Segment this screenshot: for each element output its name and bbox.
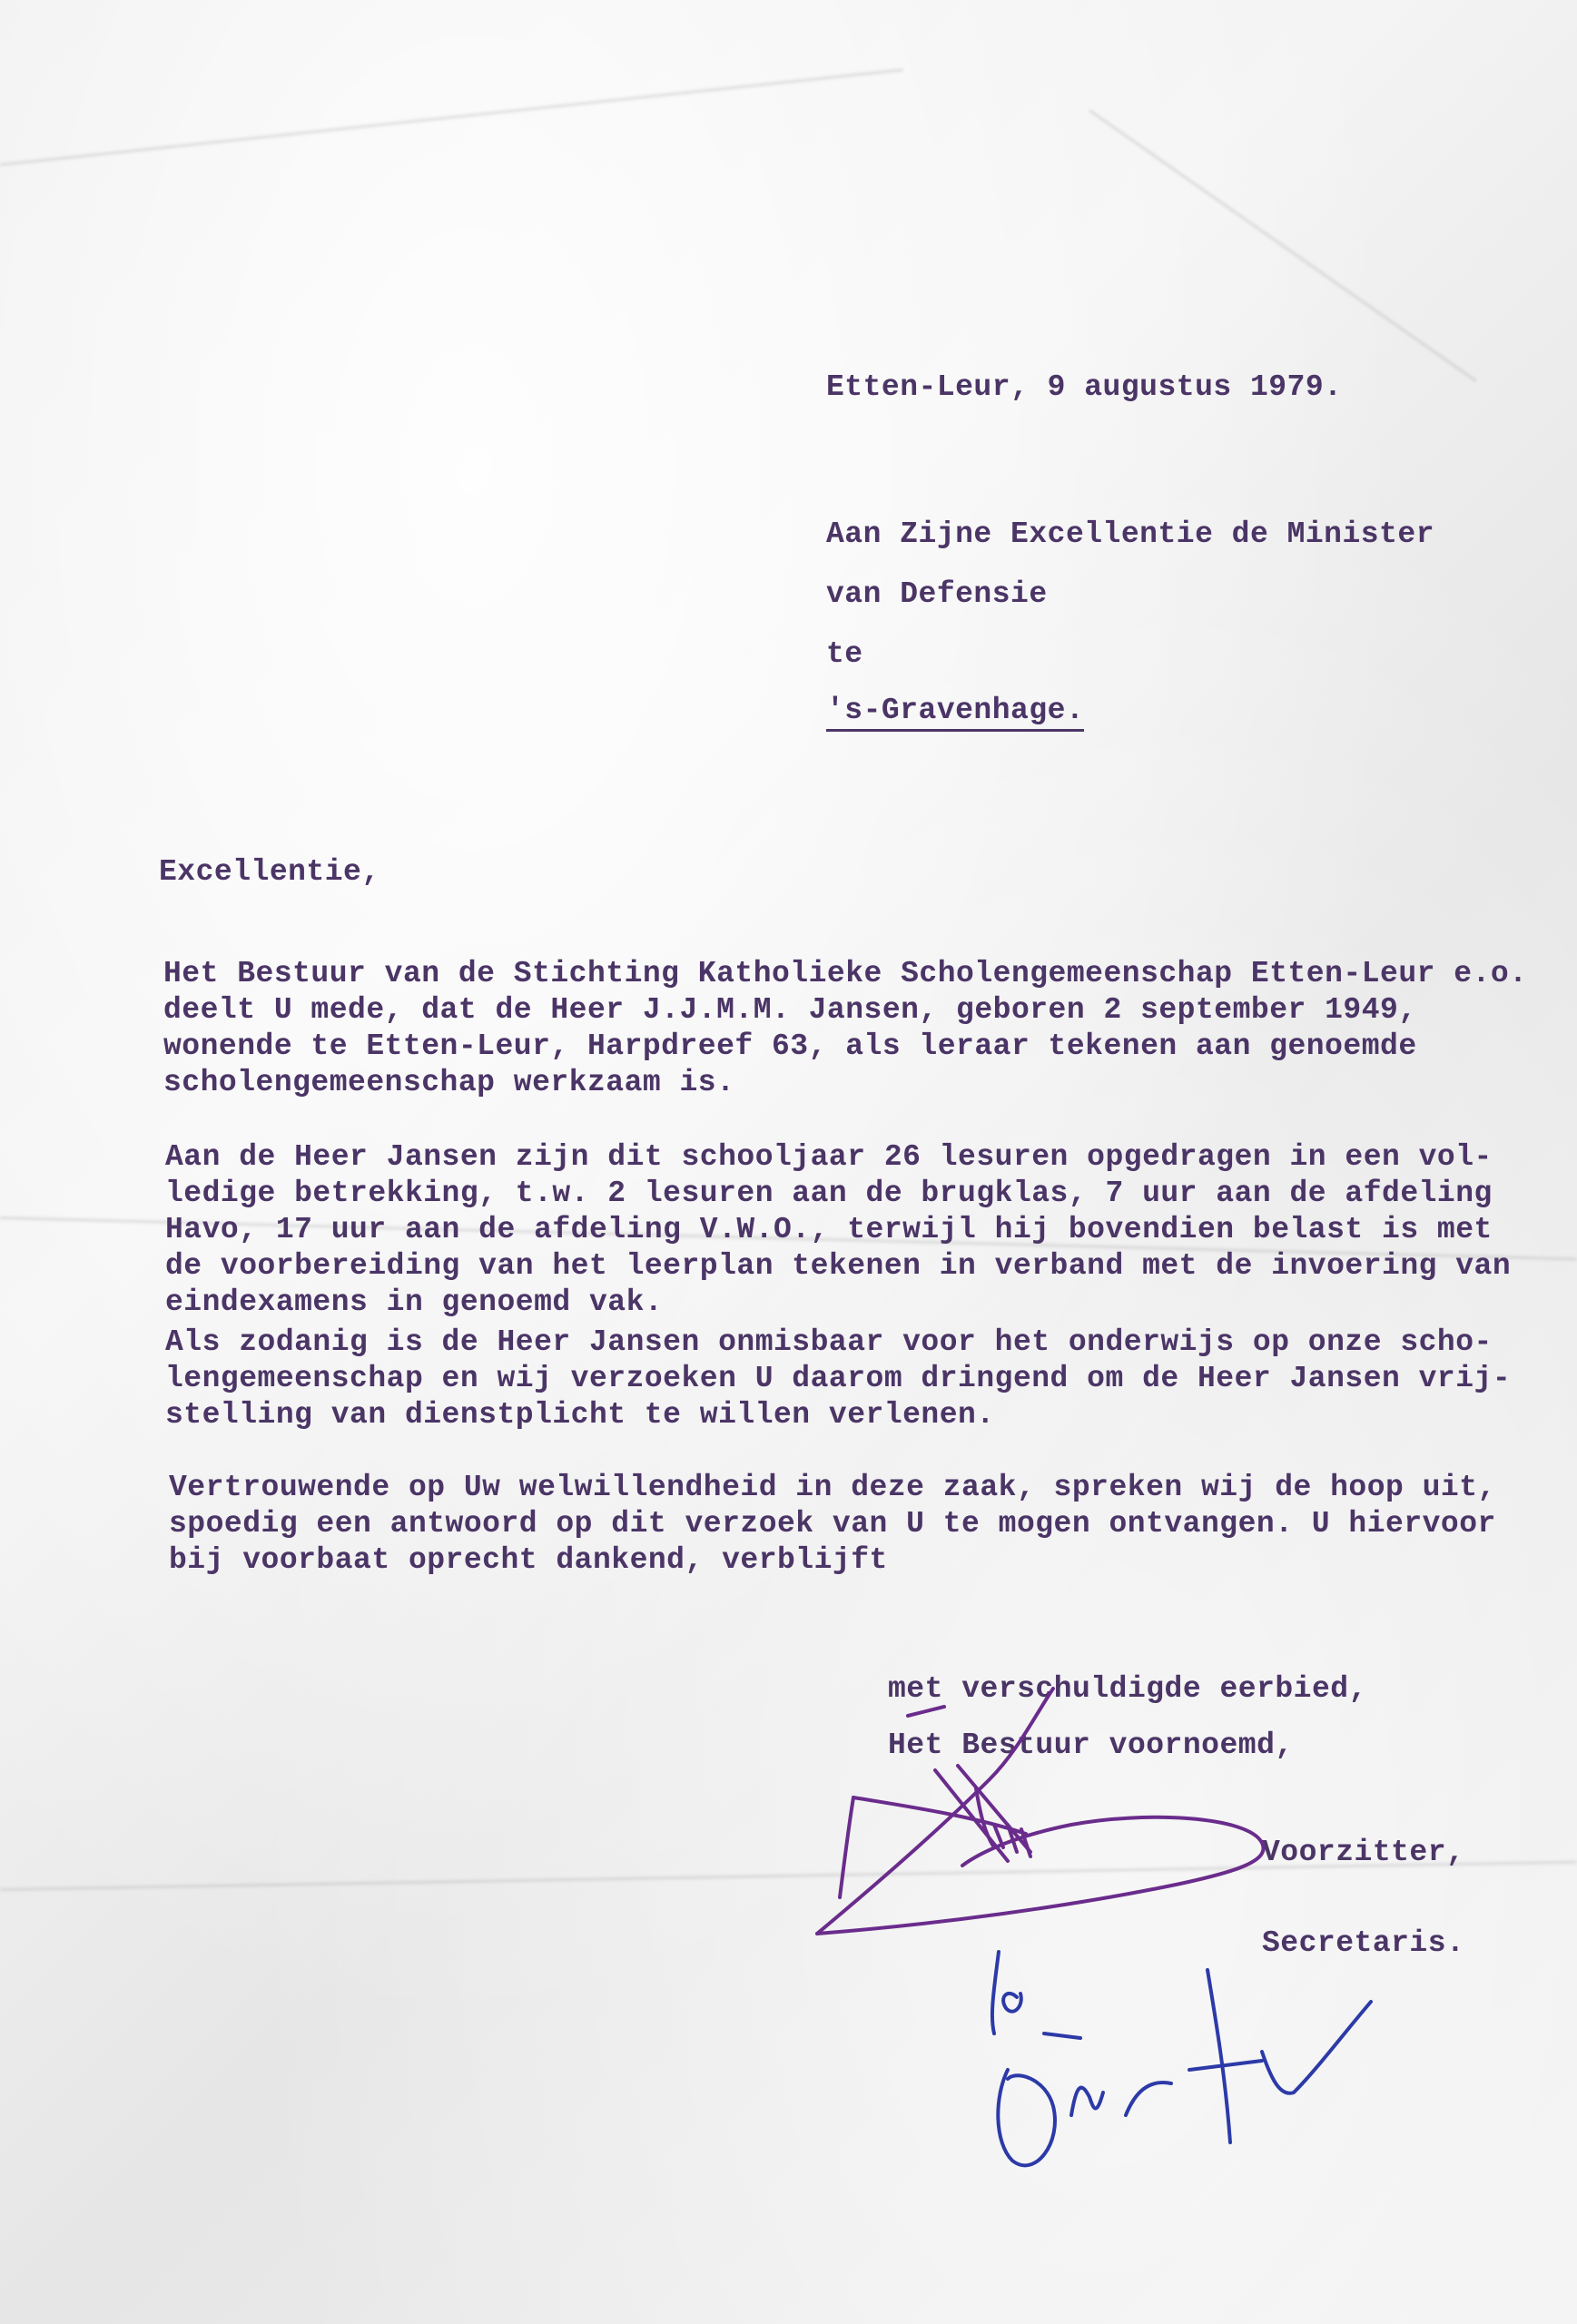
paragraph2-line: Als zodanig is de Heer Jansen onmisbaar voor het onderwijs op onze scho-	[165, 1325, 1493, 1359]
closing-line: Het Bestuur voornoemd,	[888, 1728, 1294, 1762]
closing-line: met verschuldigde eerbied,	[888, 1672, 1367, 1706]
paragraph3-line: spoedig een antwoord op dit verzoek van U te mogen ontvangen. U hiervoor	[169, 1507, 1496, 1541]
paragraph1-line: deelt U mede, dat de Heer J.J.M.M. Jansen, geboren 2 september 1949,	[163, 993, 1417, 1027]
role-chair: Voorzitter,	[1262, 1836, 1465, 1869]
secretary-signature	[981, 1934, 1380, 2179]
paragraph2-line: eindexamens in genoemd vak.	[165, 1285, 664, 1319]
salutation: Excellentie,	[159, 855, 380, 889]
paragraph2-line: de voorbereiding van het leerplan tekenen in verband met de invoering van	[165, 1249, 1512, 1283]
paragraph1-line: Het Bestuur van de Stichting Katholieke Scholengemeenschap Etten-Leur e.o.	[163, 957, 1528, 990]
addressee-line: Aan Zijne Excellentie de Minister	[826, 517, 1435, 551]
addressee-line: te	[826, 637, 863, 671]
paragraph1-line: wonende te Etten-Leur, Harpdreef 63, als leraar tekenen aan genoemde	[163, 1029, 1417, 1063]
addressee-line: van Defensie	[826, 577, 1048, 611]
paragraph3-line: Vertrouwende op Uw welwillendheid in deze zaak, spreken wij de hoop uit,	[169, 1471, 1496, 1504]
paper-crease	[1089, 109, 1477, 382]
paragraph2-line: ledige betrekking, t.w. 2 lesuren aan de brugklas, 7 uur aan de afdeling	[165, 1177, 1493, 1210]
chair-signature	[799, 1679, 1289, 1952]
paragraph1-line: scholengemeenschap werkzaam is.	[163, 1066, 735, 1099]
role-secretary: Secretaris.	[1262, 1926, 1465, 1960]
paragraph2-line: lengemeenschap en wij verzoeken U daarom dringend om de Heer Jansen vrij-	[165, 1362, 1512, 1395]
paragraph3-line: bij voorbaat oprecht dankend, verblijft	[169, 1543, 888, 1577]
date-line: Etten-Leur, 9 augustus 1979.	[826, 370, 1343, 404]
paragraph2-line: Havo, 17 uur aan de afdeling V.W.O., terwijl hij bovendien belast is met	[165, 1213, 1493, 1246]
paper-crease	[0, 68, 903, 166]
paragraph2-line: stelling van dienstplicht te willen verlenen.	[165, 1398, 995, 1432]
paragraph2-line: Aan de Heer Jansen zijn dit schooljaar 26 lesuren opgedragen in een vol-	[165, 1140, 1493, 1174]
addressee-city: 's-Gravenhage.	[826, 694, 1084, 732]
